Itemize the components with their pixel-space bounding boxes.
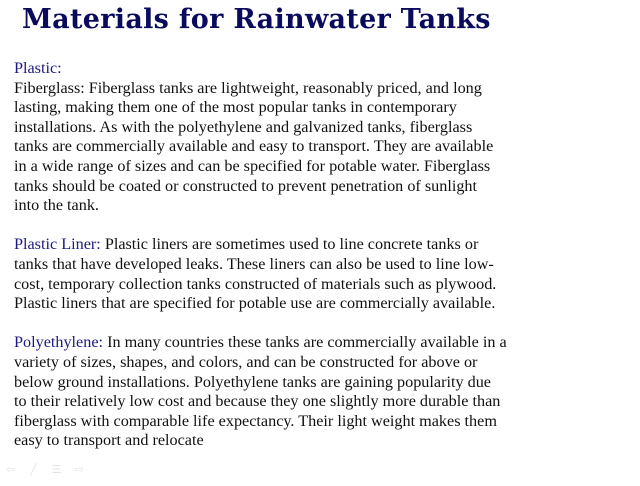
slide-body (14, 59, 634, 451)
pen-icon[interactable]: ╱ (30, 463, 37, 476)
section-label: Fiberglass: (14, 78, 85, 97)
text-line: variety of sizes, shapes, and colors, and can be constructed for above or (14, 352, 478, 371)
section-plastic-liner (14, 235, 634, 313)
slide-title: Materials for Rainwater Tanks (22, 4, 491, 35)
arrow-left-icon[interactable]: ⇦ (5, 463, 16, 476)
text-line: Plastic liners that are specified for potable use are commercially available. (14, 294, 496, 313)
text-line: tanks are commercially available and easy to transport. They are available (14, 137, 494, 156)
menu-icon[interactable]: ☰ (51, 463, 62, 476)
text-line: Fiberglass tanks are lightweight, reasonably priced, and long (84, 78, 482, 97)
text-line: to their relatively low cost and because they one slightly more durable than (14, 392, 501, 411)
text-line: below ground installations. Polyethylene tanks are gaining popularity due (14, 372, 491, 391)
section-fiberglass (14, 79, 634, 216)
heading-plastic: Plastic: (14, 59, 62, 77)
text-line: cost, temporary collection tanks constructed of materials such as plywood. (14, 274, 497, 293)
text-line: lasting, making them one of the most popular tanks in contemporary (14, 98, 457, 117)
text-line: Plastic liners are sometimes used to line concrete tanks or (100, 235, 479, 254)
text-line: in a wide range of sizes and can be specified for potable water. Fiberglass (14, 156, 491, 175)
text-line: tanks that have developed leaks. These liners can also be used to line low- (14, 254, 494, 273)
section-label: Polyethylene: (14, 333, 104, 352)
text-line: fiberglass with comparable life expectancy. Their light weight makes them (14, 411, 497, 430)
text-line: easy to transport and relocate (14, 431, 204, 450)
arrow-right-icon[interactable]: ⇨ (74, 463, 85, 476)
text-line: into the tank. (14, 196, 99, 215)
section-polyethylene (14, 333, 634, 451)
section-label: Plastic Liner: (14, 235, 101, 254)
text-line: installations. As with the polyethylene and galvanized tanks, fiberglass (14, 117, 473, 136)
text-line: In many countries these tanks are commercially available in a (103, 333, 507, 352)
text-line: tanks should be coated or constructed to prevent penetration of sunlight (14, 176, 478, 195)
slide-nav (4, 465, 86, 475)
